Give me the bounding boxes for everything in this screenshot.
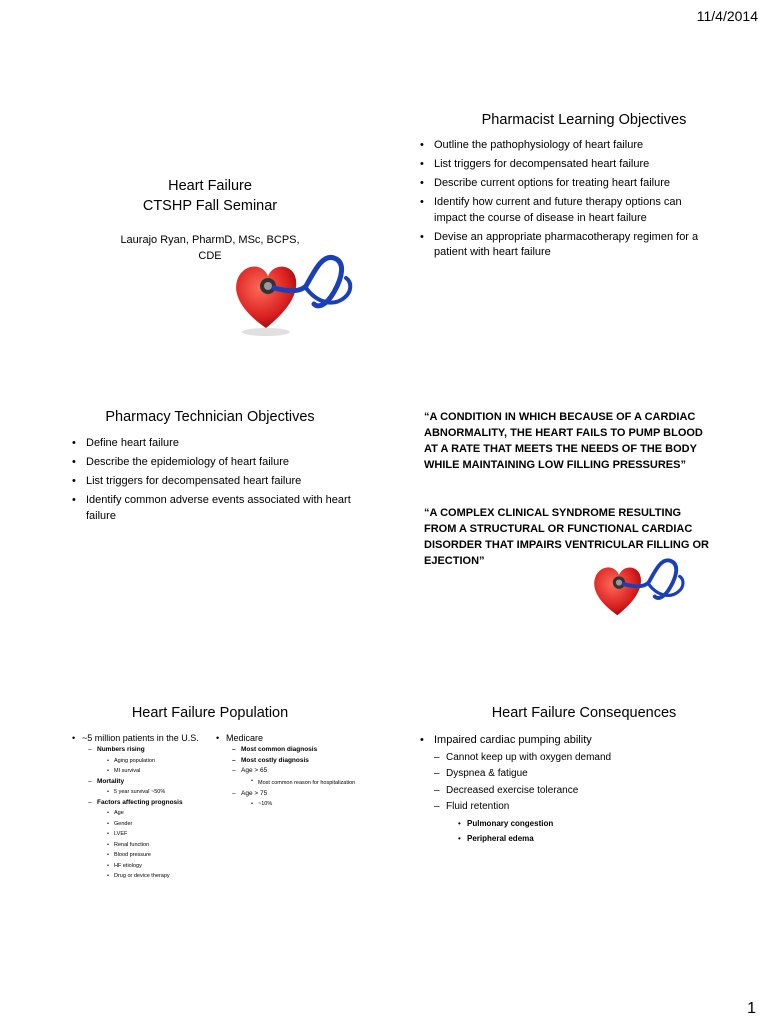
objectives-list: [72, 436, 362, 528]
heart-stethoscope-icon: [230, 248, 360, 338]
author-line1: Laurajo Ryan, PharmD, MSc, BCPS,: [120, 234, 300, 246]
list-item: • Gender: [107, 819, 202, 830]
sublist: [446, 816, 710, 846]
list-item: [88, 798, 202, 882]
slide-title-line1: Heart Failure: [168, 178, 252, 194]
sublist-label: Fluid retention: [446, 801, 510, 812]
definition-quote-1: “A CONDITION IN WHICH BECAUSE OF A CARDIAC ABNORMALITY, THE HEART FAILS TO PUMP BLOOD AT A RATE THAT MEETS THE NEEDS OF THE BODY WHILE MAINTAINING LOW FILLING PRESSURES”: [424, 411, 703, 471]
list-item: • Define heart failure: [72, 436, 362, 452]
list-item: – Decreased exercise tolerance: [434, 783, 710, 800]
definition-quote-2: “A COMPLEX CLINICAL SYNDROME RESULTING FROM A STRUCTURAL OR FUNCTIONAL CARDIAC DISORDER THAT IMPAIRS VENTRICULAR FILLING OR EJECTION”: [424, 507, 709, 567]
sublist: [241, 799, 356, 810]
sublist-label: Age > 75: [241, 789, 268, 797]
list-item: • List triggers for decompensated heart failure: [72, 474, 362, 490]
list-item: • LVEF: [107, 829, 202, 840]
consequences-list: [420, 733, 710, 849]
slide-title: Heart Failure Consequences: [491, 705, 677, 721]
list-item: • Outline the pathophysiology of heart failure: [420, 138, 710, 154]
slide-title: Pharmacy Technician Objectives: [105, 409, 315, 425]
slide-definitions: [404, 395, 764, 695]
list-item: [88, 777, 202, 798]
slide-consequences: [404, 695, 764, 995]
author-line2: CDE: [198, 250, 222, 262]
list-item: [434, 799, 710, 846]
list-item: • Describe current options for treating heart failure: [420, 176, 710, 192]
list-item: • Age: [107, 808, 202, 819]
list-item: – Cannot keep up with oxygen demand: [434, 750, 710, 767]
sublist: [97, 756, 202, 777]
slide-pharmacist-objectives: [404, 100, 764, 400]
sublist-label: Mortality: [97, 777, 125, 785]
sublist: [97, 808, 202, 882]
list-item: [72, 733, 202, 882]
sublist: [82, 745, 202, 882]
slide-technician-objectives: [30, 395, 390, 695]
list-item: • Identify common adverse events associated with heart failure: [72, 493, 362, 524]
list-item-text: ~5 million patients in the U.S.: [82, 733, 199, 743]
sublist-label: Factors affecting prognosis: [97, 798, 183, 806]
list-item: • Drug or device therapy: [107, 871, 202, 882]
list-item: – Most common diagnosis: [232, 745, 356, 756]
list-item: • Identify how current and future therapy options can impact the course of disease in heart failure: [420, 195, 710, 226]
list-item: • Devise an appropriate pharmacotherapy regimen for a patient with heart failure: [420, 230, 710, 261]
list-item: [88, 745, 202, 777]
sublist: [434, 750, 710, 846]
list-item: • Peripheral edema: [458, 831, 710, 846]
list-item: • List triggers for decompensated heart failure: [420, 157, 710, 173]
list-item: [420, 733, 710, 846]
list-item: [232, 766, 356, 789]
list-item: • Pulmonary congestion: [458, 816, 710, 831]
handout-date: 11/4/2014: [696, 8, 758, 24]
slide-title-line2: CTSHP Fall Seminar: [142, 198, 278, 214]
page-number: 1: [747, 1000, 756, 1017]
list-item: • MI survival: [107, 766, 202, 777]
sublist-label: Age > 65: [241, 767, 268, 774]
slide-title: [30, 100, 390, 400]
sublist: [241, 777, 356, 789]
objectives-list: [420, 138, 710, 264]
sublist: [226, 745, 356, 810]
list-item: [232, 789, 356, 810]
sublist: [97, 787, 202, 798]
list-item: • Aging population: [107, 756, 202, 767]
list-item-text: Medicare: [226, 733, 264, 743]
list-item: • ~10%: [251, 799, 356, 810]
list-item: • HF etiology: [107, 861, 202, 872]
list-item-text: Impaired cardiac pumping ability: [434, 734, 592, 746]
list-item: – Dyspnea & fatigue: [434, 766, 710, 783]
population-right-list: [216, 733, 356, 810]
population-left-list: [72, 733, 202, 882]
list-item: • Blood pressure: [107, 850, 202, 861]
heart-stethoscope-icon: [580, 553, 700, 623]
sublist-label: Numbers rising: [97, 746, 145, 753]
slide-title: Pharmacist Learning Objectives: [481, 112, 687, 128]
list-item: • Renal function: [107, 840, 202, 851]
slide-population: [30, 695, 390, 995]
slide-title: Heart Failure Population: [131, 705, 289, 721]
list-item: • 5 year survival ~50%: [107, 787, 202, 798]
list-item: • Most common reason for hospitalization: [251, 777, 356, 789]
list-item: [216, 733, 356, 810]
list-item: • Describe the epidemiology of heart failure: [72, 455, 362, 471]
list-item: – Most costly diagnosis: [232, 756, 356, 767]
